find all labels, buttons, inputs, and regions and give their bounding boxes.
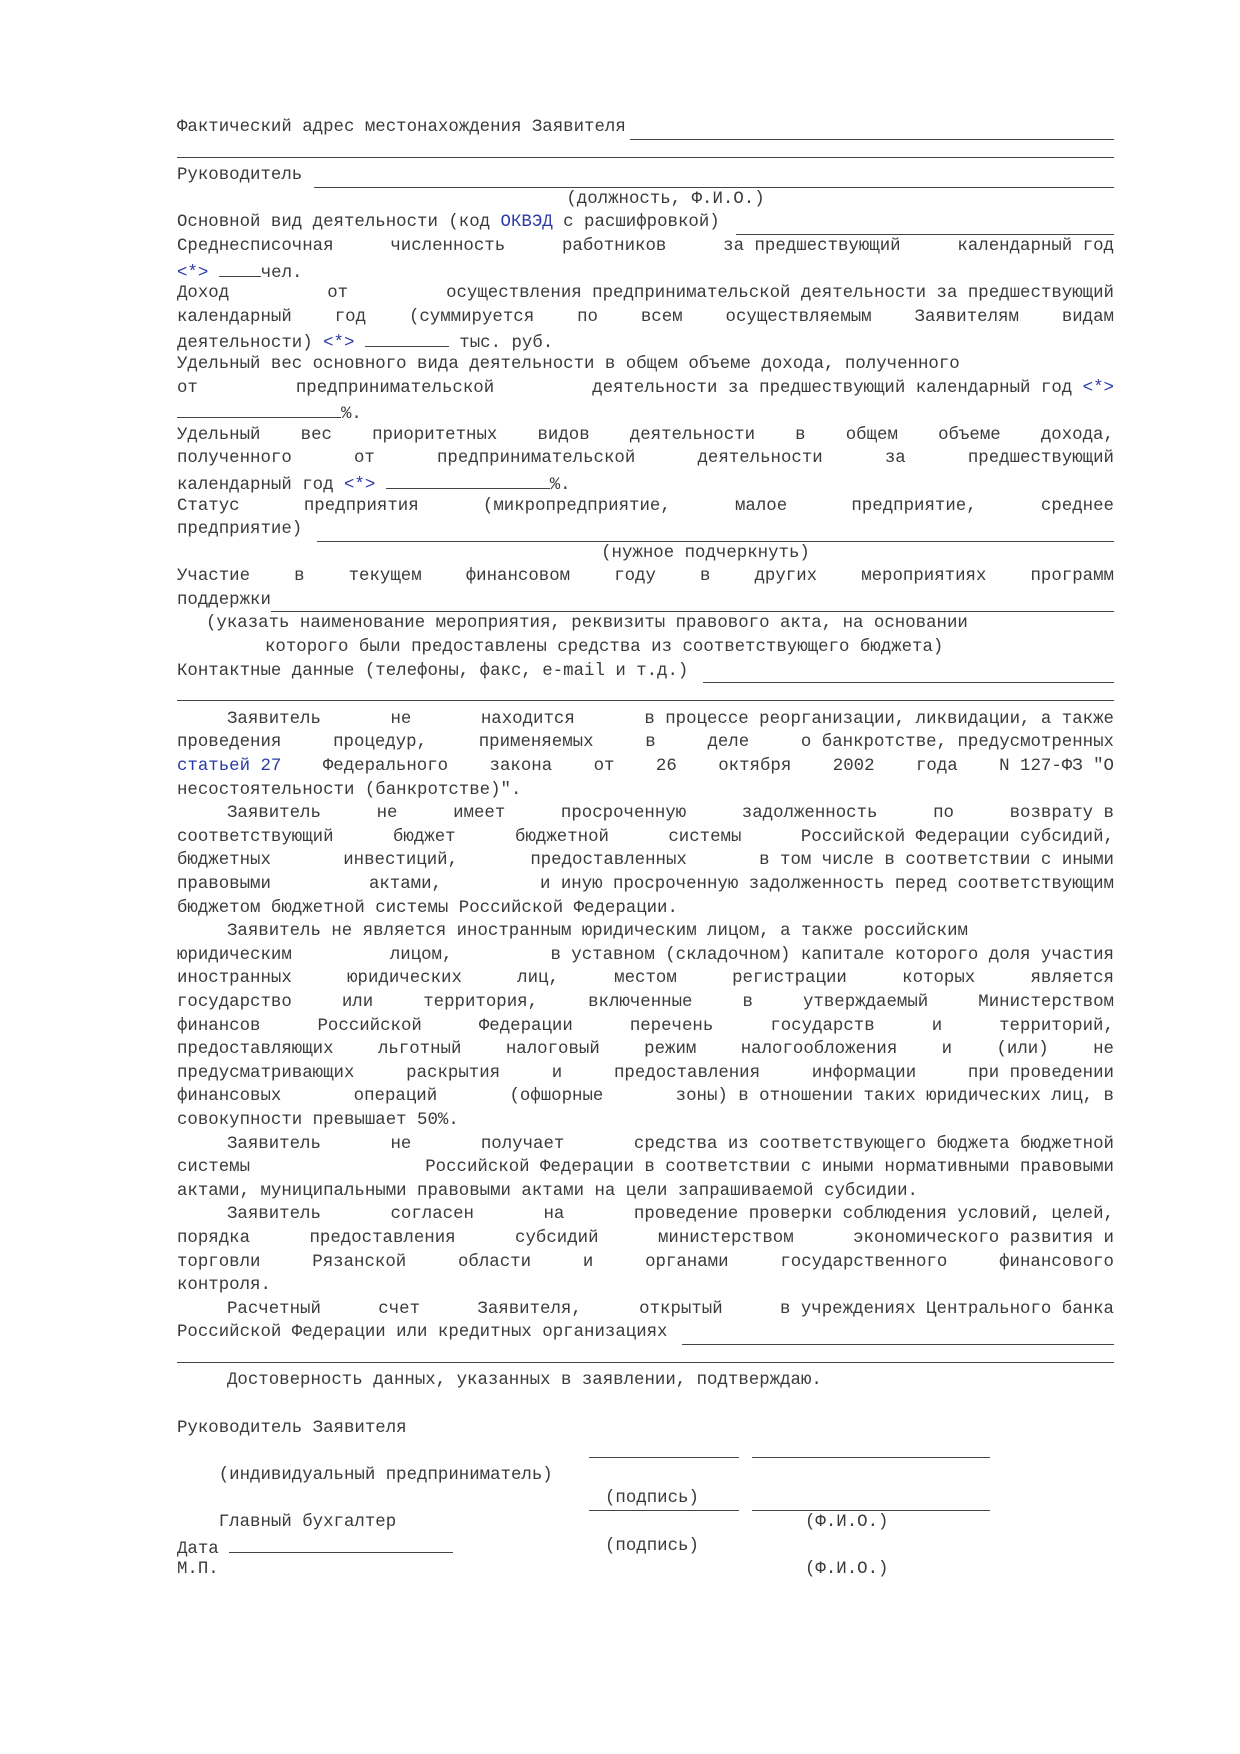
text: объеме	[938, 425, 1001, 445]
head-caption: (должность, Ф.И.О.)	[566, 189, 765, 209]
text: и	[931, 1016, 943, 1036]
text: Федерального	[322, 757, 449, 777]
text: получает	[480, 1134, 565, 1154]
text: и иную просроченную задолженность перед соответствующим	[540, 875, 1114, 894]
head-field[interactable]	[314, 170, 1114, 188]
article-27-link[interactable]: статьей 27	[177, 757, 282, 777]
contacts-row	[177, 660, 1114, 684]
text: порядка	[177, 1228, 251, 1248]
text: актами,	[368, 875, 442, 894]
confirmation-text: Достоверность данных, указанных в заявлении, подтверждаю.	[227, 1371, 822, 1391]
text: Доход	[177, 284, 230, 304]
decl-1-line-2	[177, 731, 1114, 755]
text: имеет	[453, 804, 506, 824]
text: Российской Федерации субсидий,	[800, 827, 1114, 847]
text: в том числе в соответствии с иными	[759, 851, 1114, 871]
percent-suffix: %.	[341, 405, 362, 425]
text: лицом,	[389, 945, 453, 965]
decl-3-line-7	[177, 1062, 1114, 1086]
text: министерством	[657, 1228, 794, 1248]
text: деятельности	[697, 449, 823, 469]
head-signature-label-1: Руководитель Заявителя	[177, 1418, 407, 1438]
text: Министерством	[978, 992, 1114, 1012]
head-label: Руководитель	[177, 166, 303, 186]
text: возврату в	[1009, 804, 1114, 824]
text: системы	[668, 827, 742, 847]
share-priority-line-2	[177, 447, 1114, 471]
decl-2-line-3	[177, 849, 1114, 873]
decl-2-line-2	[177, 826, 1114, 850]
text: юридическим	[177, 945, 292, 965]
text: финансов	[177, 1016, 261, 1036]
decl-6-line-1	[177, 1298, 1114, 1322]
share-main-line-3	[177, 400, 1114, 424]
text: за предшествующий	[723, 236, 901, 256]
decl-3-line-5	[177, 1015, 1114, 1039]
text: в	[795, 425, 806, 445]
text: инвестиций,	[343, 851, 459, 871]
text: государств	[770, 1016, 875, 1036]
text: финансового	[999, 1252, 1114, 1272]
share-priority-field[interactable]	[386, 471, 550, 489]
text: системы	[177, 1158, 251, 1178]
text: режим	[644, 1040, 697, 1060]
text: по	[933, 804, 954, 824]
text: году	[614, 567, 656, 587]
decl-3-line-9: совокупности превышает 50%.	[177, 1110, 459, 1130]
text: просроченную	[560, 804, 687, 824]
headcount-unit: чел.	[260, 263, 303, 283]
text: финансовом	[465, 567, 571, 587]
text: год	[334, 307, 367, 327]
date-label: Дата	[177, 1539, 230, 1559]
text: территорий,	[999, 1016, 1114, 1036]
activity-field[interactable]	[736, 217, 1114, 235]
text: видам	[1061, 307, 1114, 327]
text: предприятия	[303, 496, 419, 516]
share-main-line-2	[177, 377, 1114, 401]
text: средства из соответствующего бюджета бюджетной	[633, 1134, 1114, 1154]
activity-label-pre: Основной вид деятельности (код	[177, 213, 501, 233]
text: на	[543, 1205, 565, 1225]
text: которых	[902, 969, 976, 989]
text: Заявителя,	[477, 1299, 582, 1319]
text: утверждаемый	[802, 992, 929, 1012]
footnote-link[interactable]: <*>	[323, 334, 355, 354]
share-priority-line-1	[177, 424, 1114, 448]
status-line-2	[177, 518, 1114, 542]
participation-caption-2: которого были предоставлены средства из соответствующего бюджета)	[265, 638, 944, 658]
decl-3-line-2	[177, 944, 1114, 968]
activity-label-post: с расшифровкой)	[552, 213, 720, 233]
text: Участие	[177, 567, 251, 587]
status-field[interactable]	[317, 524, 1114, 542]
accountant-signature-field[interactable]	[589, 1493, 739, 1511]
head-name-field[interactable]	[752, 1440, 990, 1458]
text: от	[353, 449, 375, 469]
text: в	[700, 567, 711, 587]
text: соответствующий	[177, 827, 334, 847]
decl-3-line-8	[177, 1085, 1114, 1109]
text: (офшорные	[509, 1087, 604, 1107]
text: предоставления	[309, 1228, 456, 1248]
contacts-label: Контактные данные (телефоны, факс, e-mail и т.д.)	[177, 661, 699, 681]
text: государственного	[780, 1252, 948, 1272]
text: экономического развития и	[853, 1228, 1114, 1248]
text: субсидий	[515, 1228, 599, 1248]
text: деле	[707, 733, 750, 753]
text: Заявитель	[227, 709, 321, 729]
text: торговли	[177, 1252, 261, 1272]
contacts-field[interactable]	[703, 665, 1114, 683]
text: не	[1093, 1040, 1114, 1060]
text: в	[742, 992, 753, 1012]
text: 2002	[832, 757, 875, 777]
decl-5-line-1	[177, 1203, 1114, 1227]
text: раскрытия	[406, 1063, 501, 1083]
text: общем	[845, 425, 898, 445]
address-row	[177, 116, 1114, 140]
text: и	[551, 1063, 563, 1083]
text: налоговый	[505, 1040, 600, 1060]
share-priority-line-3	[177, 471, 1114, 495]
decl-4-line-1	[177, 1133, 1114, 1157]
percent-suffix: %.	[549, 475, 571, 495]
text: предпринимательской	[295, 378, 495, 398]
text: от	[593, 757, 615, 777]
decl-6-line-2	[177, 1321, 1114, 1345]
text: N 127-ФЗ "О	[999, 757, 1114, 777]
text: финансовых	[177, 1087, 282, 1107]
accountant-name-field[interactable]	[752, 1493, 990, 1511]
income-line-2	[177, 306, 1114, 330]
decl-4-line-2	[177, 1156, 1114, 1180]
text: деятельности	[629, 425, 756, 445]
text: предпринимательской	[437, 449, 636, 469]
text: в учреждениях Центрального банка	[780, 1299, 1114, 1319]
text: Среднесписочная	[177, 236, 334, 256]
decl-2-line-5: бюджетом бюджетной системы Российской Федерации.	[177, 898, 678, 918]
text: льготный	[377, 1040, 462, 1060]
text: информации	[811, 1063, 917, 1083]
text: (суммируется	[408, 307, 535, 327]
decl-2-line-4	[177, 873, 1114, 897]
text: программ	[1030, 567, 1114, 587]
text: вес	[300, 425, 332, 445]
text: в уставном (складочном) капитале которого доля участия	[550, 945, 1114, 965]
text: в	[645, 733, 656, 753]
income-line-3	[177, 329, 1114, 353]
text: закона	[489, 757, 553, 777]
contacts-field-continued[interactable]	[177, 683, 1114, 701]
text: предоставления	[613, 1063, 761, 1083]
text: процедур,	[333, 733, 428, 753]
text: Удельный	[177, 425, 261, 445]
text: юридических	[347, 969, 462, 989]
address-label: Фактический адрес местонахождения Заявителя	[177, 118, 626, 137]
text: Расчетный	[227, 1299, 321, 1319]
name-caption: (Ф.И.О.)	[805, 1513, 889, 1533]
footnote-link[interactable]: <*>	[343, 475, 376, 495]
text: Федерации	[478, 1016, 573, 1036]
participation-field[interactable]	[271, 594, 1114, 612]
head-row	[177, 164, 1114, 188]
text: приоритетных	[372, 425, 498, 445]
application-form-page	[177, 116, 1114, 1582]
decl-4-line-3: актами, муниципальными правовыми актами на цели запрашиваемой субсидии.	[177, 1181, 918, 1201]
text: операций	[353, 1087, 438, 1107]
head-signature-field[interactable]	[589, 1440, 739, 1458]
text: мероприятиях	[861, 567, 987, 587]
income-field[interactable]	[365, 329, 449, 347]
text: регистрации	[732, 969, 847, 989]
text: и	[582, 1252, 594, 1272]
text: государство	[177, 992, 292, 1012]
footnote-link[interactable]: <*>	[177, 263, 209, 283]
text: года	[915, 757, 958, 777]
text: бюджетной	[515, 827, 609, 847]
signature-caption: (подпись)	[605, 1536, 699, 1556]
text: от	[177, 378, 198, 398]
share-main-line-1: Удельный вес основного вида деятельности в общем объеме дохода, полученного	[177, 354, 960, 374]
text: счет	[378, 1299, 421, 1319]
text: проведение проверки соблюдения условий, целей,	[633, 1205, 1114, 1225]
text: правовыми	[177, 875, 271, 894]
decl-1-line-4: несостоятельности (банкротстве)".	[177, 780, 522, 800]
text: открытый	[639, 1299, 723, 1319]
text: местом	[614, 969, 677, 989]
text: Заявитель	[227, 804, 321, 824]
text: календарный год	[957, 236, 1114, 256]
text: предприятие,	[851, 496, 977, 516]
text: предшествующий	[967, 449, 1114, 469]
text: среднее	[1040, 496, 1114, 516]
income-unit: тыс. руб.	[448, 334, 554, 354]
text: проведения	[177, 733, 282, 753]
spacer	[177, 1393, 1114, 1417]
text: Заявитель	[227, 1134, 321, 1154]
text: перечень	[629, 1016, 714, 1036]
text: (микропредприятие,	[482, 496, 671, 516]
text: в	[294, 567, 305, 587]
decl-5-line-4: контроля.	[177, 1276, 271, 1296]
stamp-label: М.П.	[177, 1560, 219, 1580]
share-main-field[interactable]	[177, 400, 341, 418]
text: деятельности за предшествующий календарный год	[592, 378, 1073, 398]
text: Российской	[317, 1016, 422, 1036]
decl-3-line-4	[177, 991, 1114, 1015]
text: Заявителям	[914, 307, 1019, 327]
text: бюджетных	[177, 851, 271, 871]
decl-3-line-6	[177, 1038, 1114, 1062]
text: бюджет	[392, 827, 456, 847]
headcount-line-1	[177, 235, 1114, 259]
bank-account-field[interactable]	[682, 1327, 1114, 1345]
text: не	[376, 804, 398, 824]
text: полученного	[177, 449, 292, 469]
text: области	[458, 1252, 532, 1272]
decl-3-line-3	[177, 967, 1114, 991]
okved-link[interactable]: ОКВЭД	[500, 213, 553, 233]
participation-line-1	[177, 565, 1114, 589]
footnote-link[interactable]: <*>	[1082, 378, 1114, 398]
date-field[interactable]	[229, 1535, 453, 1553]
text: от	[327, 284, 349, 304]
text: осуществляемым	[725, 307, 872, 327]
text: не	[390, 1134, 412, 1154]
signature-caption: (подпись)	[605, 1489, 699, 1509]
text: 26	[655, 757, 677, 777]
activity-row	[177, 211, 1114, 235]
text: предусматривающих	[177, 1063, 355, 1083]
text: малое	[735, 496, 788, 516]
text: зоны) в отношении таких юридических лиц, в	[675, 1087, 1114, 1107]
name-caption: (Ф.И.О.)	[805, 1560, 889, 1580]
status-caption: (нужное подчеркнуть)	[601, 543, 810, 563]
text: Заявитель	[227, 1205, 321, 1225]
decl-5-line-3	[177, 1251, 1114, 1275]
text: применяемых	[478, 733, 594, 753]
headcount-line-2	[177, 259, 1114, 283]
text: (или)	[996, 1040, 1049, 1060]
text: Рязанской	[312, 1252, 407, 1272]
status-line-1	[177, 495, 1114, 519]
headcount-field[interactable]	[219, 259, 261, 277]
text: Российской Федерации в соответствии с иными нормативными правовыми	[425, 1158, 1114, 1178]
decl-2-line-1	[177, 802, 1114, 826]
text: или	[341, 992, 374, 1012]
text: численность	[390, 236, 506, 256]
text: органами	[645, 1252, 729, 1272]
text: и	[941, 1040, 953, 1060]
text: предоставляющих	[177, 1040, 334, 1060]
text: иностранных	[177, 969, 292, 989]
text: территория,	[423, 992, 539, 1012]
text: дохода,	[1040, 425, 1114, 445]
participation-line-2	[177, 589, 1114, 613]
text: видов	[537, 425, 590, 445]
text: календарный	[177, 307, 292, 327]
income-line-1	[177, 282, 1114, 306]
text: октября	[718, 757, 792, 777]
text: о банкротстве, предусмотренных	[800, 733, 1114, 753]
text: всем	[640, 307, 683, 327]
head-signature-row	[177, 1440, 1114, 1485]
text: Статус	[177, 496, 240, 516]
decl-1-line-3	[177, 755, 1114, 779]
text: предоставленных	[530, 851, 687, 871]
text: лиц,	[517, 969, 559, 989]
address-field[interactable]	[630, 122, 1114, 140]
text: других	[754, 567, 818, 587]
head-signature-label-2: (индивидуальный предприниматель)	[218, 1465, 553, 1485]
text: не	[390, 709, 412, 729]
bank-account-field-continued[interactable]	[177, 1345, 1114, 1363]
text: Российской Федерации или кредитных организациях	[177, 1323, 678, 1343]
text: поддержки	[177, 590, 271, 610]
text: деятельности)	[177, 334, 324, 354]
participation-caption-1: (указать наименование мероприятия, реквизиты правового акта, на основании	[206, 614, 968, 634]
text: по	[577, 307, 598, 327]
address-field-continued[interactable]	[177, 140, 1114, 158]
text: согласен	[390, 1205, 474, 1225]
text: текущем	[348, 567, 422, 587]
text: задолженность	[741, 804, 878, 824]
text: в процессе реорганизации, ликвидации, а также	[644, 709, 1114, 729]
text: находится	[480, 709, 575, 729]
text: осуществления предпринимательской деятельности за предшествующий	[446, 284, 1114, 304]
text: календарный год	[177, 475, 344, 495]
decl-1-line-1	[177, 708, 1114, 732]
text: предприятие)	[177, 520, 313, 540]
text: работников	[561, 236, 667, 256]
accountant-label: Главный бухгалтер	[218, 1513, 397, 1533]
decl-5-line-2	[177, 1227, 1114, 1251]
text: включенные	[588, 992, 693, 1012]
text: за	[884, 449, 906, 469]
date-row	[177, 1535, 1114, 1559]
text: налогообложения	[740, 1040, 898, 1060]
decl-3-line-1: Заявитель не является иностранным юридическим лицом, а также российским	[227, 922, 968, 942]
text: является	[1030, 969, 1114, 989]
text: при проведении	[967, 1063, 1114, 1083]
